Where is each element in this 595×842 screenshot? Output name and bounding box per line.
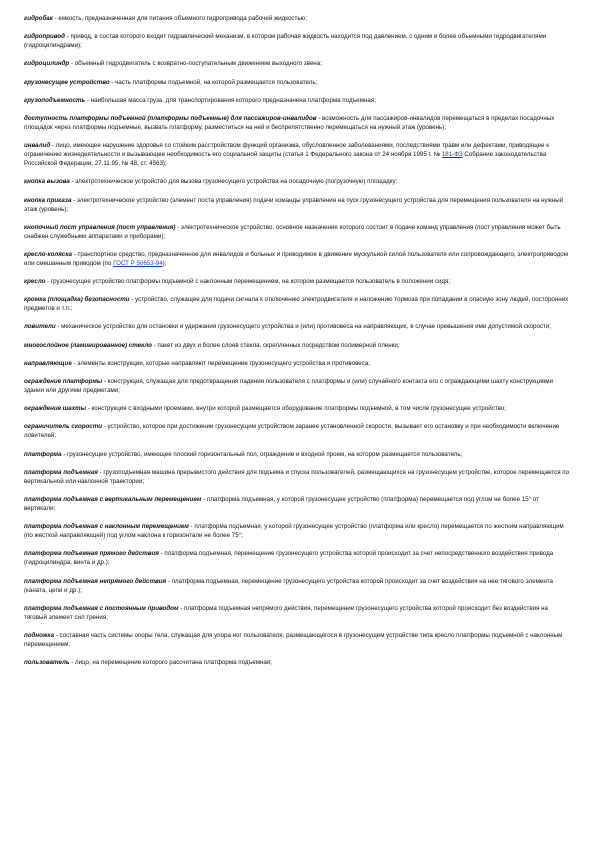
definition-term: инвалид <box>24 142 51 150</box>
definition-text: - платформа подъемная, у которой грузонесущее устройство (платформа) перемещается под углом не более 15° от вертикали; <box>24 495 539 512</box>
definition-term: платформа подъемная с постоянным приводом <box>24 604 179 612</box>
definition-term: гидропривод <box>24 33 65 41</box>
definition-term: ограничитель скорости <box>24 423 103 431</box>
definition-text: - пакет из двух и более слоев стекла, скрепленных посредством полимерной пленки; <box>151 341 400 349</box>
definition-term: многослойное (ламинированное) стекло <box>24 341 152 349</box>
definition-term: грузонесущее устройство <box>24 78 110 86</box>
definition-entry <box>24 141 571 168</box>
definition-term: платформа подъемная непрямого действия <box>24 577 167 585</box>
definition-text: - возможность для пассажиров-инвалидов перемещаться в пределах посадочных площадок через платформы подъемные, вызвать платформу, разместиться на ней и беспрепятственно перемещаться на нужный этаж (уровень); <box>24 114 555 131</box>
definition-text: - емкость, предназначенная для питания объемного гидропривода рабочей жидкостью; <box>52 15 307 22</box>
definition-entry <box>24 96 571 105</box>
definition-text: - платформа подъемная непрямого действия, перемещение грузонесущего устройства которой происходит без воздействия на тяговый элемент сил трения; <box>24 604 549 621</box>
definition-text: - механическое устройство для остановки и удержания грузонесущего устройства и (или) противовеса на направляющих, в случае превышения ими допустимой скорости; <box>55 323 552 331</box>
definition-text: - грузонесущее устройство, имеющее плоский горизонтальный пол, ограждение и входной проем, на котором размещается пользователь; <box>61 450 463 458</box>
definition-entry <box>24 404 571 413</box>
definition-text: - платформа подъемная, перемещение грузонесущего устройства которой происходит за счет воздействия на нее тягового элемента (каната, цепи и др.); <box>24 577 553 594</box>
definition-text: - платформа подъемная, у которой грузонесущее устройство (платформа или кресло) перемещается по жестким направляющим (по жесткой направляющей) под углом наклона к горизонтали не более 75°; <box>24 523 564 540</box>
definition-term: направляющие <box>24 359 72 367</box>
definition-entry <box>24 549 571 567</box>
definition-term: кнопка приказа <box>24 196 72 204</box>
definition-text: - лицо, на перемещение которого рассчитана платформа подъемная; <box>69 659 272 667</box>
definition-entry <box>24 658 571 667</box>
definition-text: - элементы конструкции, которые направляют перемещение грузонесущего устройства и противовеса; <box>71 359 370 367</box>
definition-term: кнопка вызова <box>24 178 70 186</box>
definition-text: - объемный гидродвигатель с возвратно-поступательным движением выходного звена; <box>69 60 322 68</box>
definition-term: кресло-коляска <box>24 250 72 258</box>
definition-term: ловители <box>24 323 56 331</box>
definition-entry <box>24 59 571 68</box>
definition-term: гидробак <box>24 15 53 22</box>
definition-entry <box>24 631 571 649</box>
definition-entry <box>24 78 571 87</box>
definition-term: кнопочный пост управления (пост управления) <box>24 223 176 231</box>
definition-text: - конструкция, служащая для предотвращения падения пользователя с платформы и (или) случайного контакта его с ограждающими шахту конструкциями здания или другими предметами; <box>24 378 553 394</box>
definition-term: кресло <box>24 278 46 286</box>
definition-text: - электротехническое устройство, основное назначение которого состоит в подаче команд управления (пост управления может быть снабжен служебными аппаратами и приборами); <box>24 223 561 240</box>
definition-entry <box>24 522 571 540</box>
definition-text-continued: Собрание законодательства Российской Федерации, 27.11.95, № 48, ст. 4563); <box>24 151 547 168</box>
definition-entry <box>24 196 571 214</box>
definition-entry <box>24 223 571 241</box>
definition-text: - грузонесущее устройство платформы подъемной с наклонным перемещением, на котором размещается пользователь в положении сидя; <box>45 278 451 286</box>
definition-entry <box>24 604 571 622</box>
definition-text: - часть платформы подъемной, на которой размещается пользователь; <box>109 78 318 86</box>
definition-text: - устройство, которое при достижении грузонесущим устройством заранее установленной скорости, вызывает его остановку и при необходимости включение ловителей; <box>24 423 560 440</box>
definition-term: доступность платформы подъемной (платформы подъемные) для пассажиров-инвалидов <box>24 114 317 122</box>
definition-text: - грузоподъемная машина прерывистого действия для подъема и спуска пользователей, размещающихся на грузонесущем устройстве, которое перемещается по вертикальной или наклонной траектории; <box>24 468 570 485</box>
definition-text: - транспортное средство, предназначенное для инвалидов и больных и приводимое в движение мускульной силой пользователя или сопровождающего, электроприводом или смешанным приводом (по <box>24 250 569 267</box>
definition-term: пользователь <box>24 659 70 667</box>
definition-entry <box>24 177 571 186</box>
definition-entry <box>24 14 571 23</box>
reference-link[interactable]: ГОСТ Р 50653-94 <box>113 259 163 267</box>
definition-term: гидроцилиндр <box>24 60 70 68</box>
definition-text: - электротехническое устройство (элемент поста управления) подачи команды управления на пуск грузонесущего устройства для перемещения пользователя на нужный этаж (уровень); <box>24 196 564 213</box>
definition-term: ограждение шахты <box>24 405 86 413</box>
definitions-list <box>24 14 571 667</box>
definition-entry <box>24 114 571 132</box>
definition-term: платформа <box>24 450 62 458</box>
definition-text: - конструкция с входными проемами, внутри которой размещается оборудование платформы подъемной, в том числе грузонесущее устройство; <box>85 405 507 413</box>
definition-entry <box>24 495 571 513</box>
definition-text: - электротехническое устройство для вызова грузонесущего устройства на посадочную (погрузочную) площадку; <box>69 178 398 186</box>
definition-entry <box>24 341 571 350</box>
definition-entry <box>24 577 571 595</box>
definition-entry <box>24 450 571 459</box>
definition-entry <box>24 422 571 440</box>
definition-term: кромка (площадка) безопасности <box>24 296 130 304</box>
definition-term: ограждение платформы <box>24 378 103 385</box>
definition-entry <box>24 32 571 50</box>
definition-entry <box>24 377 571 395</box>
definition-entry <box>24 322 571 331</box>
definition-text: - составная часть системы опоры тела, служащая для упора ног пользователя, размещающегося в грузонесущем устройстве типа кресло платформы подъемной с наклонным перемещением; <box>24 631 563 648</box>
definition-term: платформа подъемная с вертикальным перемещением <box>24 495 202 503</box>
definition-text: - привод, в состав которого входит гидравлический механизм, в котором рабочая жидкость находится под давлением, с одним и более объемными гидродвигателями (гидроцилиндрами); <box>24 33 547 50</box>
reference-link[interactable]: 181-ФЗ <box>441 151 463 159</box>
definition-term: подножка <box>24 631 55 639</box>
definition-text: - наибольшая масса груза, для транспортирования которого предназначена платформа подъемная; <box>85 96 376 104</box>
definition-term: платформа подъемная с наклонным перемещением <box>24 523 189 531</box>
definition-text: - платформа подъемная, перемещение грузонесущего устройства которой происходит за счет непосредственного воздействия привода (гидроцилиндра, винта и др.); <box>24 550 554 567</box>
definition-term: грузоподъемность <box>24 96 86 104</box>
definition-entry <box>24 277 571 286</box>
definition-term: платформа подъемная <box>24 468 98 476</box>
definition-text: - устройство, служащее для подачи сигнала к отключению электродвигателя и наложению тормоза при попадании в опасную зону людей, посторонних предметов и т.п.; <box>24 296 569 313</box>
definition-term: платформа подъемная прямого действия <box>24 550 159 558</box>
definition-entry <box>24 295 571 313</box>
definition-entry <box>24 359 571 368</box>
definition-entry <box>24 468 571 486</box>
definition-entry <box>24 250 571 268</box>
definition-text: - лицо, имеющее нарушение здоровья со стойким расстройством функций организма, обусловленное заболеваниями, последствиями травм или дефектами, приводящее к ограничению жизнедеятельности и вызывающее необходимость его социальной защиты (статья 1 Федерального закона от 24 ноября 1995 г. № <box>24 142 549 159</box>
definition-text-continued: ); <box>162 259 167 267</box>
